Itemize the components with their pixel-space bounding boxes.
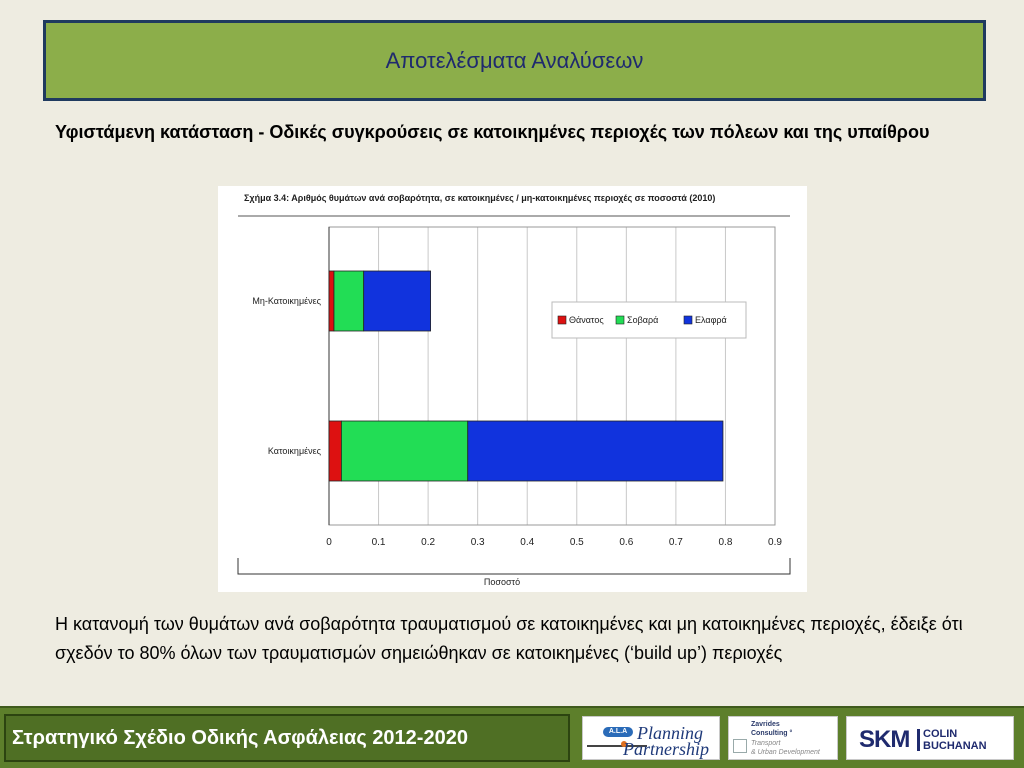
- x-tick-label: 0: [326, 537, 332, 548]
- x-tick-label: 0.8: [718, 537, 733, 548]
- plot-area: [252, 227, 782, 548]
- x-tick-label: 0.5: [569, 537, 584, 548]
- x-tick-label: 0.7: [668, 537, 683, 548]
- bar-segment: [329, 421, 341, 481]
- y-category-label: Κατοικημένες: [267, 446, 321, 456]
- logo3-line2: BUCHANAN: [923, 740, 987, 752]
- logo1-line1: Planning: [637, 723, 703, 743]
- legend-label: Θάνατος: [569, 315, 604, 325]
- logo2-line3: Transport: [751, 740, 781, 747]
- logo1-line2: Partnership: [623, 739, 710, 759]
- slide-title: Αποτελέσματα Αναλύσεων: [385, 47, 644, 73]
- logo3-line1: COLIN: [923, 728, 958, 740]
- y-category-label: Μη-Κατοικημένες: [252, 296, 321, 306]
- x-tick-label: 0.6: [619, 537, 634, 548]
- skm-mark: SKM: [859, 726, 910, 753]
- bar-segment: [364, 271, 431, 331]
- stacked-bar-chart: [218, 186, 807, 592]
- slide-body-text: Η κατανομή των θυμάτων ανά σοβαρότητα τραυματισμού σε κατοικημένες και μη κατοικημένες περιοχές, έδειξε ότι σχεδόν το 80% όλων των τραυματισμών σημειώθηκαν σε κατοικημένες (‘build up’) περιοχές: [55, 614, 963, 663]
- chart-legend: [552, 302, 746, 338]
- bar-segment: [334, 271, 364, 331]
- bar-segment: [468, 421, 723, 481]
- logo2-line2: Consulting °: [751, 730, 793, 737]
- slide-title-banner: [43, 20, 986, 101]
- bar-segment: [329, 271, 334, 331]
- logo2-line4: & Urban Development: [751, 749, 820, 756]
- x-tick-label: 0.4: [520, 537, 535, 548]
- ala-planning-partnership-logo: [582, 716, 720, 760]
- chart-title: Σχήμα 3.4: Αριθμός θυμάτων ανά σοβαρότητα, σε κατοικημένες / μη-κατοικημένες περιοχές σε ποσοστά (2010): [244, 193, 716, 203]
- footer-bar: [0, 706, 1024, 768]
- legend-label: Σοβαρά: [627, 315, 659, 325]
- bar-segment: [341, 421, 467, 481]
- x-tick-label: 0.9: [768, 537, 782, 548]
- legend-label: Ελαφρά: [695, 315, 727, 325]
- x-tick-label: 0.3: [470, 537, 485, 548]
- legend-swatch: [616, 316, 624, 324]
- zavrides-consulting-logo: [728, 716, 838, 760]
- chart-card: [218, 186, 807, 592]
- skm-colin-buchanan-logo: [846, 716, 1014, 760]
- x-axis-label: Ποσοστό: [483, 577, 521, 587]
- x-tick-label: 0.1: [371, 537, 386, 548]
- x-tick-label: 0.2: [421, 537, 436, 548]
- logo2-line1: Zavrides: [751, 721, 780, 728]
- logo-divider: [917, 729, 920, 751]
- legend-swatch: [684, 316, 692, 324]
- slide-subtitle: Υφιστάμενη κατάσταση - Οδικές συγκρούσεις σε κατοικημένες περιοχές των πόλεων και της υπαίθρου: [55, 122, 930, 142]
- footer-title: Στρατηγικό Σχέδιο Οδικής Ασφάλειας 2012-2020: [4, 714, 570, 762]
- ala-badge: A.L.A: [603, 727, 633, 737]
- logo-box-icon: [733, 739, 747, 753]
- legend-swatch: [558, 316, 566, 324]
- x-axis-bracket: [238, 558, 790, 574]
